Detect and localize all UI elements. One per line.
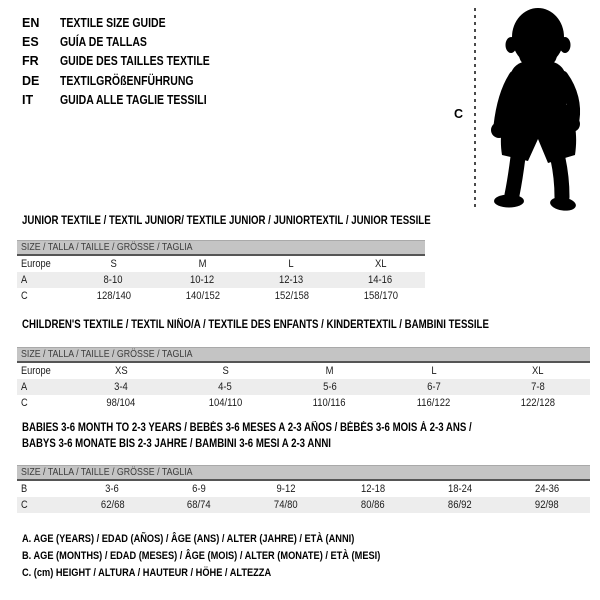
size-cell-text: 14-16: [368, 274, 393, 286]
section-title-text: BABYS 3-6 MONATE BIS 2-3 JAHRE / BAMBINI 3-6 MESI A 2-3 ANNI: [22, 438, 331, 450]
row-label-text: Europe: [21, 365, 51, 377]
size-cell-text: 140/152: [185, 290, 220, 302]
section-title-line: [22, 436, 557, 452]
size-cell: [173, 379, 277, 395]
row-label-text: C: [21, 499, 28, 511]
size-cell: [69, 379, 173, 395]
size-cell: [486, 363, 590, 379]
language-row: [22, 32, 238, 51]
size-cell-text: 74/80: [274, 499, 298, 511]
row-label-text: Europe: [21, 258, 51, 270]
size-cell: [382, 363, 486, 379]
size-cell: [329, 481, 416, 497]
size-cell: [69, 481, 156, 497]
size-cell: [336, 288, 425, 304]
language-code: [22, 35, 60, 49]
size-header-text: SIZE / TALLA / TAILLE / GRÖSSE / TAGLIA: [21, 241, 193, 253]
row-label: [17, 395, 69, 411]
section-title-text: CHILDREN'S TEXTILE / TEXTIL NIÑO/A / TEXTILE DES ENFANTS / KINDERTEXTIL / BAMBINI TESSILE: [22, 319, 489, 331]
row-label-text: A: [21, 381, 28, 393]
table-row: [17, 481, 590, 497]
size-cell-text: 122/128: [520, 397, 555, 409]
size-cell-text: 80/86: [361, 499, 385, 511]
section-title-text: JUNIOR TEXTILE / TEXTIL JUNIOR/ TEXTILE JUNIOR / JUNIORTEXTIL / JUNIOR TESSILE: [22, 215, 431, 227]
language-header: [22, 13, 238, 110]
size-cell: [156, 497, 243, 513]
size-cell: [336, 272, 425, 288]
size-cell-text: 110/116: [313, 397, 346, 409]
row-label-text: C: [21, 290, 28, 302]
table-row: [17, 497, 590, 513]
size-cell: [173, 363, 277, 379]
size-header-text: SIZE / TALLA / TAILLE / GRÖSSE / TAGLIA: [21, 466, 193, 478]
size-cell-text: 3-4: [114, 381, 128, 393]
size-cell: [69, 288, 158, 304]
size-cell-text: 116/122: [416, 397, 451, 409]
table-row: [17, 288, 425, 304]
size-header-text: SIZE / TALLA / TAILLE / GRÖSSE / TAGLIA: [21, 348, 193, 360]
language-row: [22, 91, 238, 110]
row-label: [17, 363, 69, 379]
table-row: [17, 272, 425, 288]
legend-footnotes: [22, 531, 449, 582]
legend-text: C. (cm) HEIGHT / ALTURA / HAUTEUR / HÖHE / ALTEZZA: [22, 567, 272, 579]
size-cell: [247, 288, 336, 304]
size-cell: [156, 481, 243, 497]
size-cell: [69, 256, 158, 272]
legend-text: A. AGE (YEARS) / EDAD (AÑOS) / ÂGE (ANS) / ALTER (JAHRE) / ETÀ (ANNI): [22, 533, 355, 545]
size-cell: [503, 481, 590, 497]
table-row: [17, 256, 425, 272]
size-header-bar: [17, 465, 590, 481]
size-cell-text: XS: [114, 365, 128, 377]
size-cell: [277, 395, 381, 411]
size-table: [17, 481, 590, 513]
size-cell-text: 10-12: [190, 274, 215, 286]
section-title-line: [22, 317, 578, 333]
language-row: [22, 52, 238, 71]
table-row: [17, 363, 590, 379]
size-cell-text: XL: [374, 258, 387, 270]
section-title-text: BABIES 3-6 MONTH TO 2-3 YEARS / BEBÉS 3-6 MESES A 2-3 AÑOS / BÉBÉS 3-6 MOIS À 2-3 ANS /: [22, 422, 472, 434]
size-table-children: [17, 347, 590, 411]
size-cell-text: L: [431, 365, 437, 377]
row-label: [17, 497, 69, 513]
size-cell-text: 3-6: [105, 483, 120, 495]
size-cell-text: 5-6: [322, 381, 337, 393]
size-cell-text: 8-10: [104, 274, 123, 286]
size-cell-text: 86/92: [447, 499, 472, 511]
section-title-line: [22, 420, 557, 436]
size-cell: [69, 363, 173, 379]
language-code: [22, 16, 60, 30]
size-table-babies: [17, 465, 590, 513]
height-measure-line: [474, 8, 476, 210]
size-cell-text: 4-5: [218, 381, 233, 393]
size-header-bar: [17, 347, 590, 363]
size-cell: [382, 379, 486, 395]
size-cell: [243, 497, 330, 513]
row-label-text: B: [21, 483, 28, 495]
size-cell: [486, 395, 590, 411]
size-cell: [158, 288, 247, 304]
language-row: [22, 13, 238, 32]
row-label-text: C: [21, 397, 28, 409]
language-row: [22, 71, 238, 90]
language-code: [22, 93, 60, 107]
size-cell-text: 12-18: [360, 483, 385, 495]
language-code: [22, 74, 60, 88]
row-label: [17, 481, 69, 497]
legend-line: [22, 531, 449, 548]
size-cell-text: 12-13: [279, 274, 304, 286]
section-title-babies: [22, 420, 557, 452]
row-label: [17, 256, 69, 272]
language-title: GUIDA ALLE TAGLIE TESSILI: [60, 93, 207, 108]
size-cell: [416, 481, 503, 497]
size-cell: [69, 272, 158, 288]
size-table-junior: [17, 240, 425, 304]
size-cell: [69, 395, 173, 411]
row-label: [17, 272, 69, 288]
size-table: [17, 256, 425, 304]
language-code: [22, 54, 60, 68]
table-row: [17, 379, 590, 395]
size-cell-text: 92/98: [534, 499, 559, 511]
size-cell: [243, 481, 330, 497]
language-title: TEXTILE SIZE GUIDE: [60, 15, 166, 30]
size-cell-text: 104/110: [208, 397, 243, 409]
size-cell-text: XL: [532, 365, 544, 377]
size-cell: [329, 497, 416, 513]
size-cell-text: S: [110, 258, 117, 270]
language-code-text: DE: [22, 73, 40, 88]
size-cell-text: 6-7: [426, 381, 441, 393]
table-row: [17, 395, 590, 411]
size-cell-text: M: [325, 365, 334, 377]
size-cell-text: S: [222, 365, 229, 377]
row-label-text: A: [21, 274, 28, 286]
size-table: [17, 363, 590, 411]
size-cell-text: 68/74: [187, 499, 212, 511]
language-code-text: ES: [22, 35, 39, 50]
size-cell: [503, 497, 590, 513]
language-title: TEXTILGRÖßENFÜHRUNG: [60, 73, 194, 88]
size-cell-text: 9-12: [276, 483, 296, 495]
baby-silhouette-image: [482, 5, 594, 217]
size-cell: [277, 379, 381, 395]
size-cell: [336, 256, 425, 272]
size-cell: [158, 256, 247, 272]
size-cell-text: 158/170: [363, 290, 398, 302]
size-cell: [277, 363, 381, 379]
size-cell: [416, 497, 503, 513]
language-title: GUIDE DES TAILLES TEXTILE: [60, 54, 210, 69]
size-cell-text: 7-8: [531, 381, 545, 393]
language-code-text: FR: [22, 54, 39, 69]
row-label: [17, 379, 69, 395]
size-cell: [158, 272, 247, 288]
size-cell-text: 18-24: [447, 483, 472, 495]
legend-line: [22, 565, 449, 582]
size-cell: [382, 395, 486, 411]
language-code-text: IT: [22, 93, 34, 108]
size-cell-text: 62/68: [100, 499, 125, 511]
size-cell-text: 152/158: [274, 290, 309, 302]
language-code-text: EN: [22, 15, 40, 30]
size-cell: [486, 379, 590, 395]
size-cell-text: 128/140: [96, 290, 131, 302]
size-cell: [69, 497, 156, 513]
section-title-children: [22, 317, 578, 333]
legend-text: B. AGE (MONTHS) / EDAD (MESES) / ÂGE (MOIS) / ALTER (MONATE) / ETÀ (MESI): [22, 550, 381, 562]
size-cell-text: 98/104: [106, 397, 136, 409]
language-title: GUÍA DE TALLAS: [60, 35, 147, 50]
section-title-junior: [22, 213, 508, 229]
size-header-bar: [17, 240, 425, 256]
size-cell: [247, 256, 336, 272]
size-cell-text: 6-9: [192, 483, 207, 495]
size-cell-text: L: [288, 258, 295, 270]
row-label: [17, 288, 69, 304]
size-cell: [247, 272, 336, 288]
legend-line: [22, 548, 449, 565]
height-measure-label: C: [454, 107, 464, 121]
section-title-line: [22, 213, 508, 229]
size-cell-text: M: [198, 258, 207, 270]
size-cell: [173, 395, 277, 411]
size-cell-text: 24-36: [534, 483, 559, 495]
